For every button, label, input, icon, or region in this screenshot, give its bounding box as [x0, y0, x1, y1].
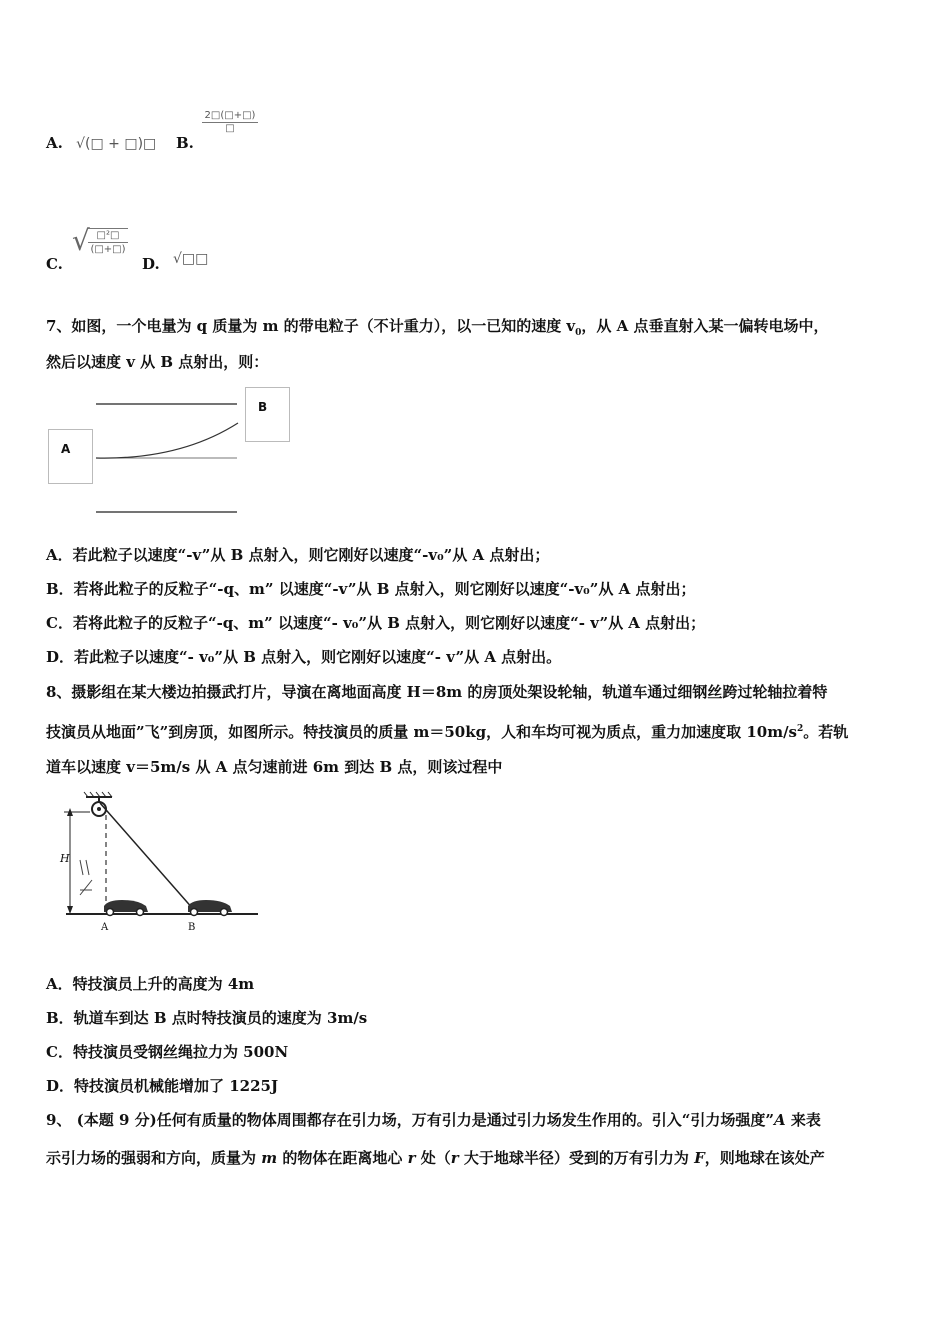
q6-option-a-label: A.: [46, 134, 63, 152]
q6-option-b-numerator: 2□(□+□): [202, 110, 258, 123]
q7-stem-text: 7、如图，一个电量为 q 质量为 m 的带电粒子（不计重力），以一已知的速度 v: [46, 317, 576, 335]
q9-stem-line-2: [46, 1148, 825, 1168]
q9-text-c: 处（: [415, 1149, 451, 1167]
q7-option-b[interactable]: B．若将此粒子的反粒子“-q、m” 以速度“-v”从 B 点射入，则它刚好以速度“-v₀”从 A 点射出；: [46, 580, 696, 598]
q8-stem-line-2-text: 技演员从地面”飞”到房顶，如图所示。特技演员的质量 m＝50kg，人和车均可视为质点，重力加速度取 10m/s: [46, 723, 798, 741]
q6-option-b-label: B.: [176, 134, 194, 152]
q6-option-c-numerator: □²□: [88, 229, 128, 243]
q8-stem-line-2-post: 。若轨: [803, 723, 849, 741]
q8-stem-sup: 2: [797, 724, 804, 734]
q7-fig-label-b: B: [258, 400, 268, 414]
q8-option-a[interactable]: A．特技演员上升的高度为 4m: [46, 975, 255, 993]
q9-stem-line-1-text: 9、 (本题 9 分)任何有质量的物体周围都存在引力场，万有引力是通过引力场发生作用的。引入“引力场强度”: [46, 1111, 774, 1129]
q8-option-d[interactable]: D．特技演员机械能增加了 1225J: [46, 1077, 279, 1095]
q9-text-b: 的物体在距离地心: [277, 1149, 408, 1167]
steel-rope: [100, 803, 194, 910]
q8-fig-label-b: B: [188, 922, 196, 933]
q9-text-d: 大于地球半径）受到的万有引力为: [458, 1149, 695, 1167]
q9-symbol-r2: r: [450, 1149, 459, 1167]
q9-text-e: ，则地球在该处产: [704, 1149, 825, 1167]
q8-fig-label-h: H: [60, 852, 70, 865]
q8-fig-label-a: A: [101, 922, 109, 933]
q9-text-a: 示引力场的强弱和方向，质量为: [46, 1149, 262, 1167]
q8-option-c[interactable]: C．特技演员受钢丝绳拉力为 500N: [46, 1043, 289, 1061]
q8-option-b[interactable]: B．轨道车到达 B 点时特技演员的速度为 3m/s: [46, 1009, 368, 1027]
q8-stem-line-3: 道车以速度 v＝5m/s 从 A 点匀速前进 6m 到达 B 点，则该过程中: [46, 758, 503, 776]
q8-stem-line-1: 8、摄影组在某大楼边拍摄武打片，导演在离地面高度 H＝8m 的房顶处架设轮轴，轨道车通过细钢丝跨过轮轴拉着特: [46, 683, 828, 701]
q9-symbol-a: A: [774, 1111, 786, 1129]
q9-symbol-r: r: [407, 1149, 416, 1167]
q6-option-d-formula: √□□: [172, 251, 209, 267]
q7-stem-line-2: 然后以速度 v 从 B 点射出，则：: [46, 353, 269, 371]
q9-symbol-f: F: [694, 1149, 705, 1167]
q9-stem-line-1: [46, 1110, 821, 1130]
q7-option-c[interactable]: C．若将此粒子的反粒子“-q、m” 以速度“- v₀”从 B 点射入，则它刚好以速度“- v”从 A 点射出；: [46, 614, 706, 632]
q7-stem-sub: 0: [575, 328, 582, 338]
q6-option-c-label: C.: [46, 255, 63, 273]
q7-option-a[interactable]: A．若此粒子以速度“-v”从 B 点射入，则它刚好以速度“-v₀”从 A 点射出；: [46, 546, 550, 564]
q9-stem-line-1-post: 来表: [785, 1111, 821, 1129]
radical-icon: √: [72, 224, 90, 257]
q7-option-d[interactable]: D．若此粒子以速度“- v₀”从 B 点射入，则它刚好以速度“- v”从 A 点射出。: [46, 648, 562, 666]
q6-option-b-denominator: □: [225, 123, 235, 134]
q7-fig-label-a: A: [61, 442, 71, 456]
q6-option-c-denominator: (□+□): [90, 244, 126, 255]
q6-option-a-formula: √(□ + □)□: [76, 136, 157, 152]
q6-option-d-label: D.: [142, 255, 160, 273]
q7-stem-text-post: ，从 A 点垂直射入某一偏转电场中，: [581, 317, 829, 335]
q9-symbol-m: m: [261, 1149, 278, 1167]
